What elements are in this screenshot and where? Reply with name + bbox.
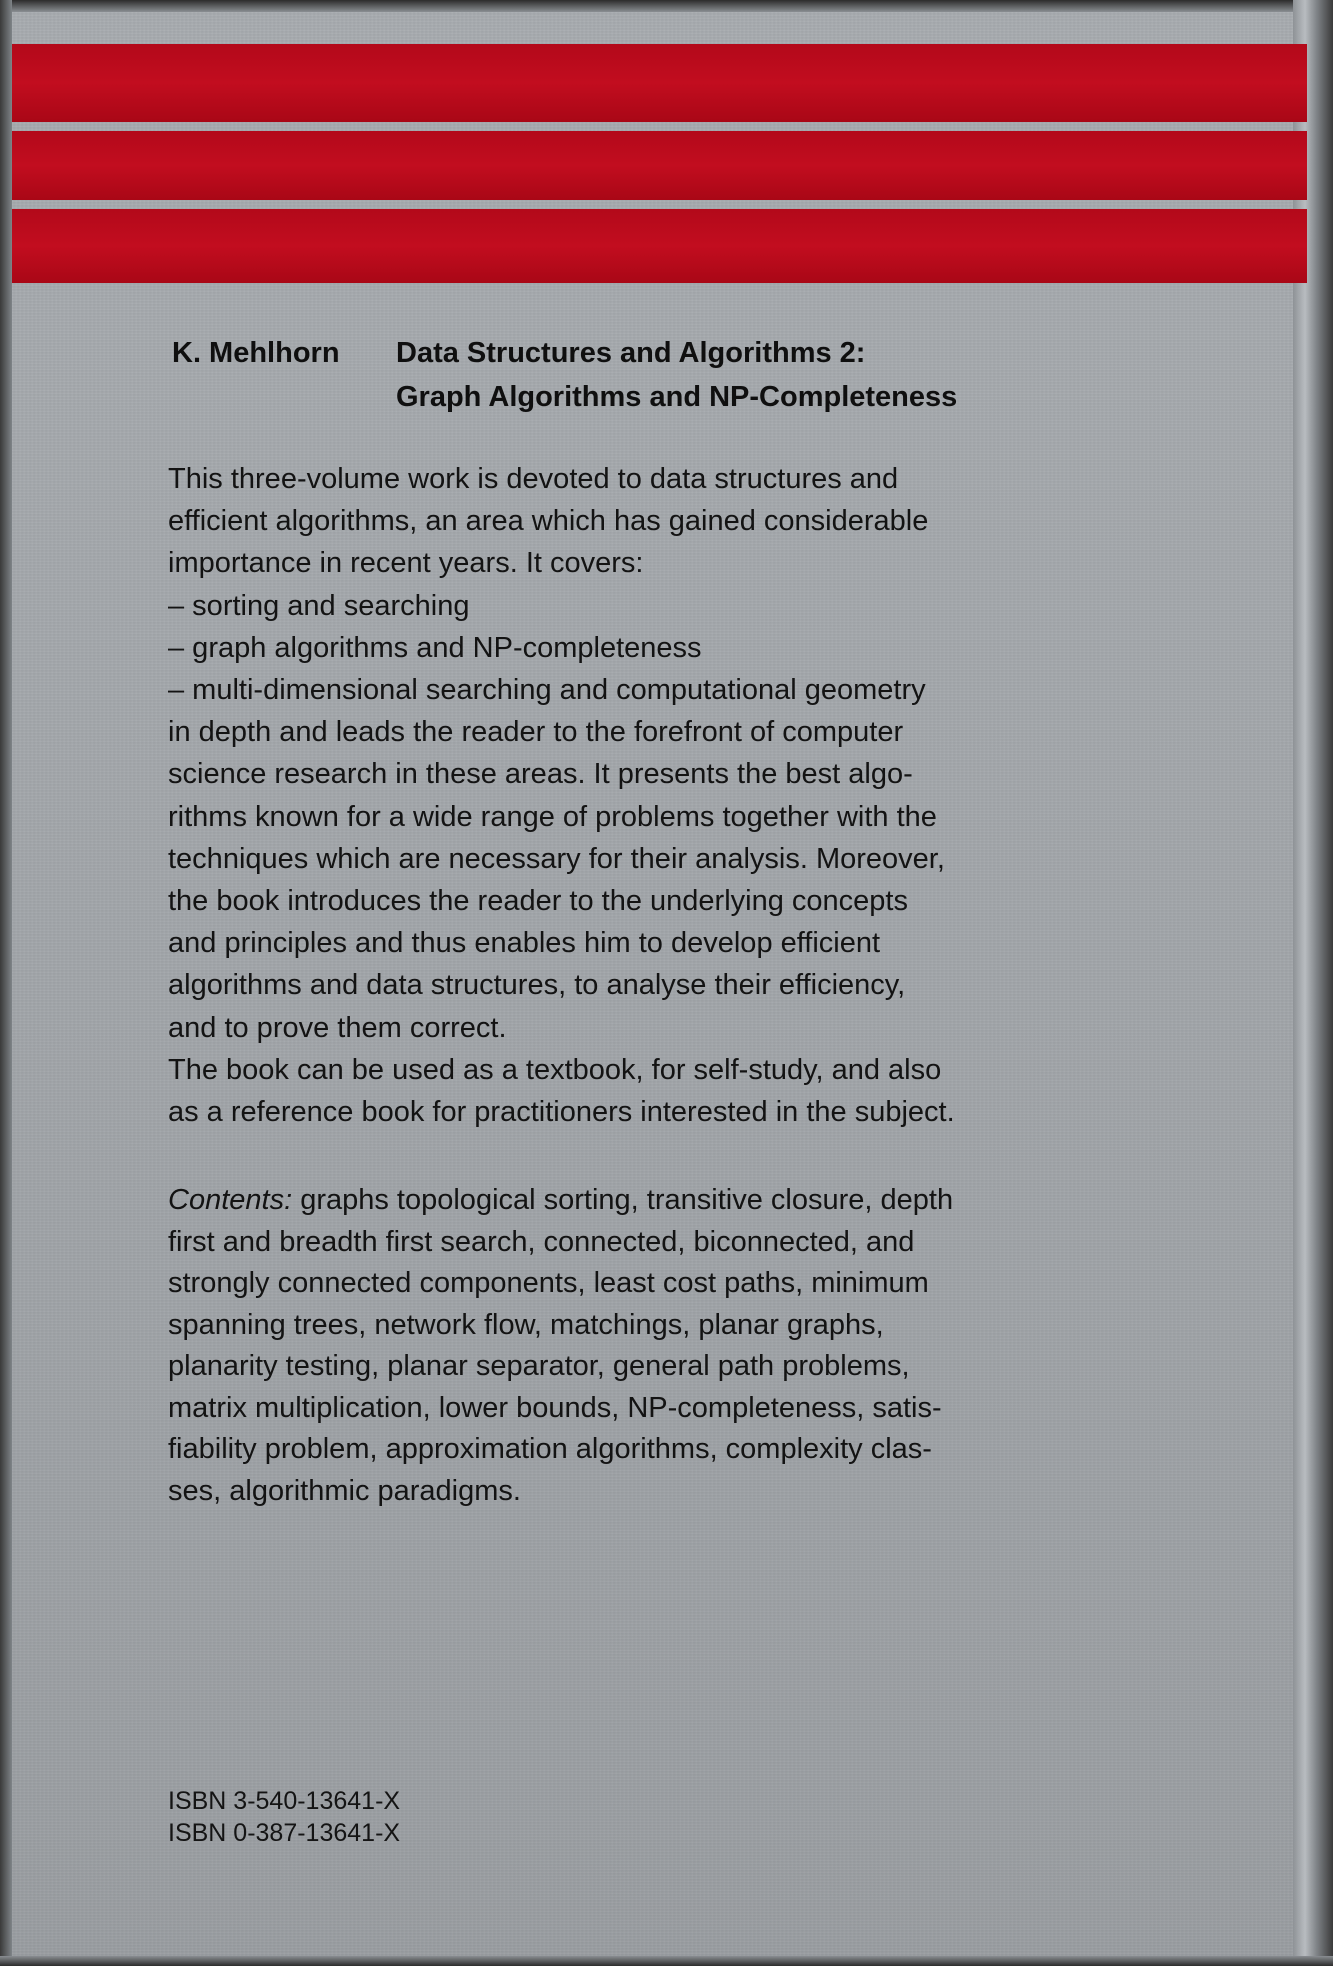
description-line: in depth and leads the reader to the forefront of computer xyxy=(168,716,904,749)
description-line: This three-volume work is devoted to data structures and xyxy=(168,463,899,495)
cover-left-edge xyxy=(0,0,12,1966)
description-line: and to prove them correct. xyxy=(168,1011,507,1044)
red-stripe-bottom xyxy=(12,209,1307,283)
cover-spine-edge xyxy=(1293,0,1333,1966)
book-title xyxy=(396,331,957,419)
description-line: efficient algorithms, an area which has gained considerable xyxy=(168,505,929,538)
contents-first-line xyxy=(168,1180,1128,1222)
contents-paragraph xyxy=(168,1180,1128,1512)
description-line: rithms known for a wide range of problems together with the xyxy=(168,800,937,833)
cover-top-edge xyxy=(0,0,1333,12)
title-line-2: Graph Algorithms and NP-Completeness xyxy=(396,381,958,413)
description-line: algorithms and data structures, to analyse their efficiency, xyxy=(168,969,906,1002)
cover-bottom-edge xyxy=(0,1956,1333,1966)
description-line: the book introduces the reader to the underlying concepts xyxy=(168,885,908,918)
red-stripe-top xyxy=(12,44,1307,122)
description-line: techniques which are necessary for their analysis. Moreover, xyxy=(168,842,945,875)
author-name: K. Mehlhorn xyxy=(172,337,340,369)
contents-line: spanning trees, network flow, matchings, planar graphs, xyxy=(168,1308,884,1341)
description-line: – graph algorithms and NP-completeness xyxy=(168,631,702,664)
contents-line: ses, algorithmic paradigms. xyxy=(168,1474,521,1507)
description-paragraph xyxy=(168,458,1128,1133)
title-line-1: Data Structures and Algorithms 2: xyxy=(396,337,866,369)
description-line: importance in recent years. It covers: xyxy=(168,547,644,580)
red-stripe-middle xyxy=(12,131,1307,200)
isbn-line-2: ISBN 0-387-13641-X xyxy=(168,1819,401,1847)
contents-line: fiability problem, approximation algorithms, complexity clas- xyxy=(168,1433,932,1465)
description-line: and principles and thus enables him to develop efficient xyxy=(168,927,881,960)
contents-line: matrix multiplication, lower bounds, NP-completeness, satis- xyxy=(168,1391,942,1424)
description-line: – multi-dimensional searching and computational geometry xyxy=(168,674,926,707)
description-line: science research in these areas. It presents the best algo- xyxy=(168,758,913,791)
contents-line: planarity testing, planar separator, general path problems, xyxy=(168,1350,910,1382)
contents-first-line-text: graphs topological sorting, transitive closure, depth xyxy=(292,1184,954,1216)
contents-line: strongly connected components, least cost paths, minimum xyxy=(168,1267,929,1299)
contents-line: first and breadth first search, connected, biconnected, and xyxy=(168,1225,915,1258)
isbn-line-1: ISBN 3-540-13641-X xyxy=(168,1787,401,1815)
description-line: as a reference book for practitioners interested in the subject. xyxy=(168,1096,955,1129)
description-line: The book can be used as a textbook, for self-study, and also xyxy=(168,1053,942,1086)
isbn-block xyxy=(168,1785,400,1849)
contents-label: Contents: xyxy=(168,1184,293,1216)
description-line: – sorting and searching xyxy=(168,589,470,622)
